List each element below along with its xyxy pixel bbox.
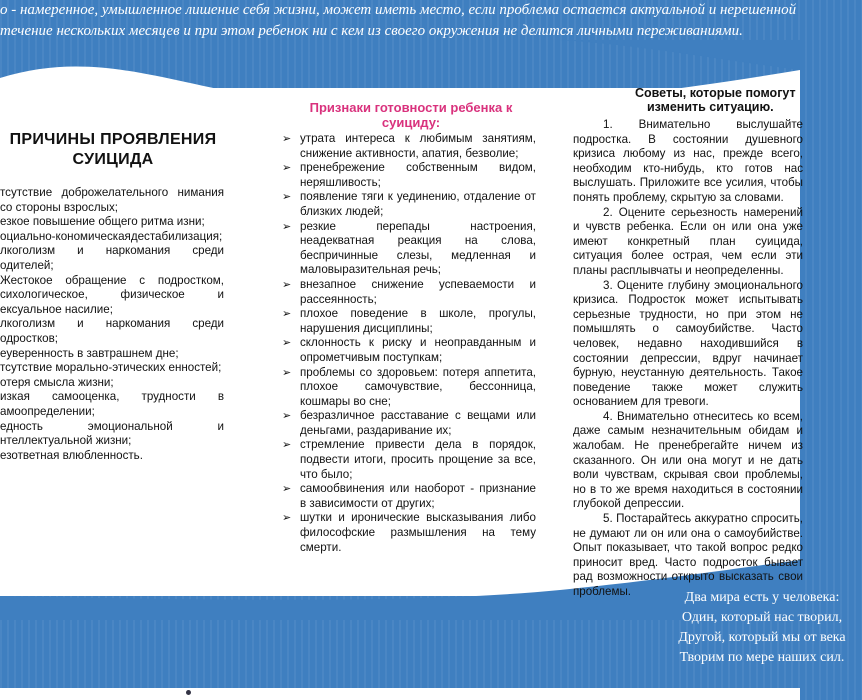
top-banner-line-1: о - намеренное, умышленное лишение себя жизни, может иметь место, если проблема остается актуальной и нерешенной <box>0 2 797 18</box>
arrow-bullet-icon: ➢ <box>282 410 292 423</box>
arrow-bullet-icon: ➢ <box>282 512 292 525</box>
list-item: изкая самооценка, трудности в амоопределении; <box>0 390 224 418</box>
arrow-bullet-icon: ➢ <box>282 366 292 379</box>
list-item: ➢ шутки и иронические высказывания либо философские размышления на тему смерти. <box>282 511 536 554</box>
list-item: езкое повышение общего ритма изни; <box>0 215 205 229</box>
causes-title: ПРИЧИНЫ ПРОЯВЛЕНИЯ СУИЦИДА <box>9 131 217 168</box>
list-item: ➢ пренебрежение собственным видом, неряшливость; <box>282 161 536 189</box>
advice-column <box>573 86 813 600</box>
top-banner-line-2: течение нескольких месяцев и при этом ребенок ни с кем из своего окружения не делится личными переживаниями. <box>0 23 743 39</box>
list-item: еуверенность в завтрашнем дне; <box>0 346 179 360</box>
list-item: ➢ проблемы со здоровьем: потеря аппетита, плохое самочувствие, бессонница, кошмары во сне; <box>282 365 536 408</box>
signs-list <box>268 132 536 555</box>
list-item: Жестокое обращение с подростком, сихологическое, физическое и ексуальное насилие; <box>0 273 224 316</box>
list-item: тсутствие доброжелательного нимания со стороны взрослых; <box>0 186 224 214</box>
arrow-bullet-icon: ➢ <box>282 337 292 350</box>
list-item: езответная влюбленность. <box>0 448 143 462</box>
advice-title-line-2: изменить ситуацию. <box>647 100 774 114</box>
signs-title: Признаки готовности ребенка к суициду: <box>309 100 513 130</box>
list-item: ➢ появление тяги к уединению, отдаление от близких людей; <box>282 190 536 218</box>
arrow-bullet-icon: ➢ <box>282 133 292 145</box>
list-item: оциально-кономическаядестабилизация; <box>0 229 223 243</box>
list-item: ➢ самообвинения или наоборот - признание в зависимости от других; <box>282 482 536 510</box>
print-speck <box>186 690 191 695</box>
arrow-bullet-icon: ➢ <box>282 191 292 204</box>
list-item: ➢ резкие перепады настроения, неадекватная реакция на слова, беспричинные слезы, медленная и маловыразительная речь; <box>282 219 536 277</box>
list-item: ➢ безразличное расставание с вещами или деньгами, раздаривание их; <box>282 409 536 437</box>
arrow-bullet-icon: ➢ <box>282 483 292 496</box>
list-item: ➢ плохое поведение в школе, прогулы, нарушения дисциплины; <box>282 307 536 335</box>
advice-paragraph: 1. Внимательно выслушайте подростка. В состоянии душевного кризиса любому из нас, прежде всего, необходим кто-нибудь, кто готов нас выслушать. Приложите все усилия, чтобы понять проблему, скрытую за словами. <box>573 118 803 204</box>
bottom-paper-edge <box>0 688 800 700</box>
list-item: отеря смысла жизни; <box>0 375 114 389</box>
arrow-bullet-icon: ➢ <box>282 220 292 233</box>
arrow-bullet-icon: ➢ <box>282 439 292 452</box>
list-item: лкоголизм и наркомания среди одростков; <box>0 317 224 345</box>
arrow-bullet-icon: ➢ <box>282 308 292 321</box>
causes-column <box>0 130 226 463</box>
list-item: ➢ внезапное снижение успеваемости и рассеянность; <box>282 277 536 306</box>
poem-line: Другой, который мы от века <box>678 630 846 645</box>
list-item: лкоголизм и наркомания среди одителей; <box>0 244 224 272</box>
poem-line: Два мира есть у человека: <box>684 590 840 605</box>
signs-column <box>268 100 536 555</box>
poem-line: Творим по мере наших сил. <box>679 650 845 665</box>
poem-line: Один, который нас творил, <box>681 610 843 625</box>
advice-paragraph: 2. Оцените серьезность намерений и чувств ребенка. Если он или она уже имеют конкретный план суицида, ситуация более острая, чем если эти планы расплывчаты и неопределенны. <box>573 205 803 277</box>
list-item: тсутствие морально-этических енностей; <box>0 361 222 375</box>
poem <box>662 588 862 668</box>
advice-paragraph: 5. Постарайтесь аккуратно спросить, не думают ли он или она о самоубийстве. Опыт показывает, что такой вопрос редко приносит вред. Часто подросток бывает рад возможности открыто высказать свои проблемы. <box>573 512 803 598</box>
advice-paragraph: 4. Внимательно отнеситесь ко всем, даже самым незначительным обидам и жалобам. Не пренебрегайте ничем из сказанного. Он или она могут и не дать воли чувствам, скрывая свои проблемы, но в то же время находиться в состоянии глубокой депрессии. <box>573 409 803 511</box>
list-item: едность эмоциональной и нтеллектуальной жизни; <box>0 419 224 448</box>
list-item: ➢ склонность к риску и неоправданным и опрометчивым поступкам; <box>282 336 536 364</box>
list-item: ➢ утрата интереса к любимым занятиям, снижение активности, апатия, безволие; <box>282 132 536 160</box>
advice-paragraph: 3. Оцените глубину эмоционального кризиса. Подросток может испытывать серьезные трудности, но при этом не помышлять о самоубийстве. Часто человек, недавно находившийся в состоянии депрессии, вдруг начинает бурную, неустанную деятельность. Такое поведение также может служить основанием для тревоги. <box>573 278 803 409</box>
arrow-bullet-icon: ➢ <box>282 162 292 175</box>
causes-list <box>0 186 226 463</box>
advice-body <box>573 118 803 600</box>
advice-title-line-1: Советы, которые помогут <box>635 86 796 100</box>
arrow-bullet-icon: ➢ <box>282 278 292 291</box>
list-item: ➢ стремление привести дела в порядок, подвести итоги, просить прощение за все, что было; <box>282 438 536 481</box>
